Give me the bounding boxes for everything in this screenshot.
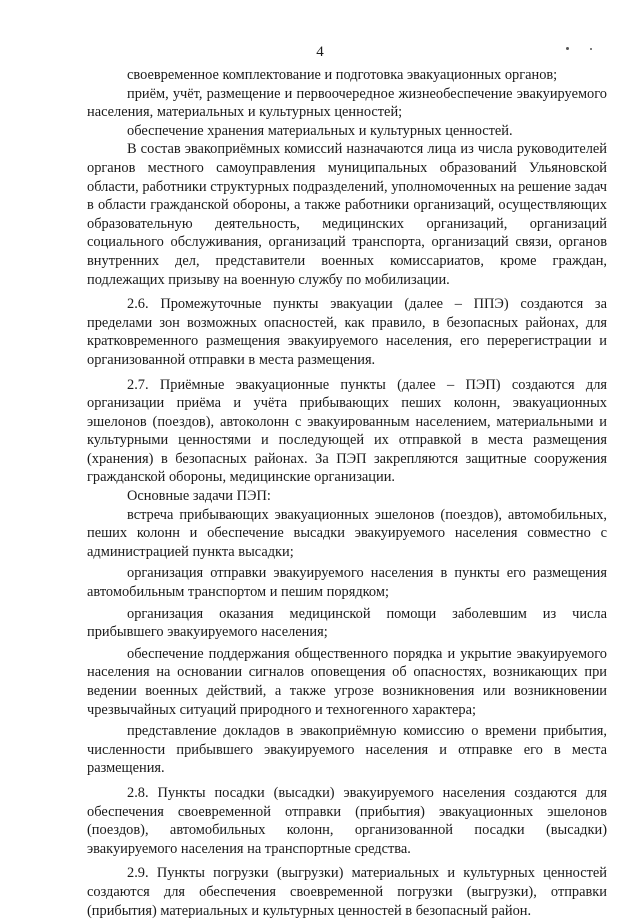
paragraph: В состав эвакоприёмных комиссий назначаются лица из числа руководителей органов местного самоуправления муниципальных образований Ульяновской области, работники структурных подразделений, уполномоченных на решение задач в области гражданской обороны, а также работники организаций, осуществляющих образовательную деятельность, медицинских организаций, организаций социального обслуживания, организаций транспорта, организаций связи, органов внутренних дел, представители военных комиссариатов, кроме граждан, подлежащих призыву на военную службу по мобилизации. [87, 141, 607, 288]
list-item: представление докладов в эвакоприёмную комиссию о времени прибытия, численности прибывшего эвакуируемого населения и отправке его в места размещения. [87, 723, 607, 777]
paragraph-section-2-7: 2.7. Приёмные эвакуационные пункты (далее – ПЭП) создаются для организации приёма и учёта прибывающих пеших колонн, эвакуационных эшелонов (поездов), автоколонн с эвакуированным населением, материальными и культурными ценностями и последующей их отправкой в места размещения (хранения) в безопасных районах. За ПЭП закрепляются защитные сооружения гражданской обороны, медицинские организации. [87, 376, 607, 486]
list-item: обеспечение поддержания общественного порядка и укрытие эвакуируемого населения на основании сигналов оповещения об опасностях, возникающих при ведении военных действий, а также угрозе возникновения или возникновении чрезвычайных ситуаций природного и техногенного характера; [87, 645, 607, 718]
document-body [87, 66, 607, 920]
paragraph: приём, учёт, размещение и первоочередное жизнеобеспечение эвакуируемого населения, материальных и культурных ценностей; [87, 85, 607, 121]
list-item: организация отправки эвакуируемого населения в пункты его размещения автомобильным транспортом и пешим порядком; [87, 565, 607, 601]
paragraph: своевременное комплектование и подготовка эвакуационных органов; [127, 67, 558, 83]
page-number: 4 [316, 44, 324, 60]
list-item: организация оказания медицинской помощи заболевшим из числа прибывшего эвакуируемого населения; [87, 605, 607, 641]
paragraph-section-2-6: 2.6. Промежуточные пункты эвакуации (далее – ППЭ) создаются за пределами зон возможных опасностей, как правило, в безопасных районах, для кратковременного размещения эвакуируемого населения, его перерегистрации и организованной отправки в места размещения. [87, 296, 607, 368]
paragraph: Основные задачи ПЭП: [127, 488, 271, 505]
paragraph-section-2-8: 2.8. Пункты посадки (высадки) эвакуируемого населения создаются для обеспечения своевременной отправки (прибытия) эвакуационных эшелонов (поездов), автомобильных колонн, организованной посадки (высадки) эвакуируемого населения на транспортные средства. [87, 784, 607, 857]
list-item: встреча прибывающих эвакуационных эшелонов (поездов), автомобильных, пеших колонн и обеспечение высадки эвакуируемого населения совместно с администрацией пункта высадки; [87, 506, 607, 560]
paragraph: обеспечение хранения материальных и культурных ценностей. [127, 122, 513, 139]
scan-mark [590, 48, 592, 50]
paragraph-section-2-9: 2.9. Пункты погрузки (выгрузки) материальных и культурных ценностей создаются для обеспечения своевременной погрузки (выгрузки), отправки (прибытия) материальных и культурных ценностей в безопасный район. [87, 865, 607, 919]
scan-mark [566, 47, 569, 50]
